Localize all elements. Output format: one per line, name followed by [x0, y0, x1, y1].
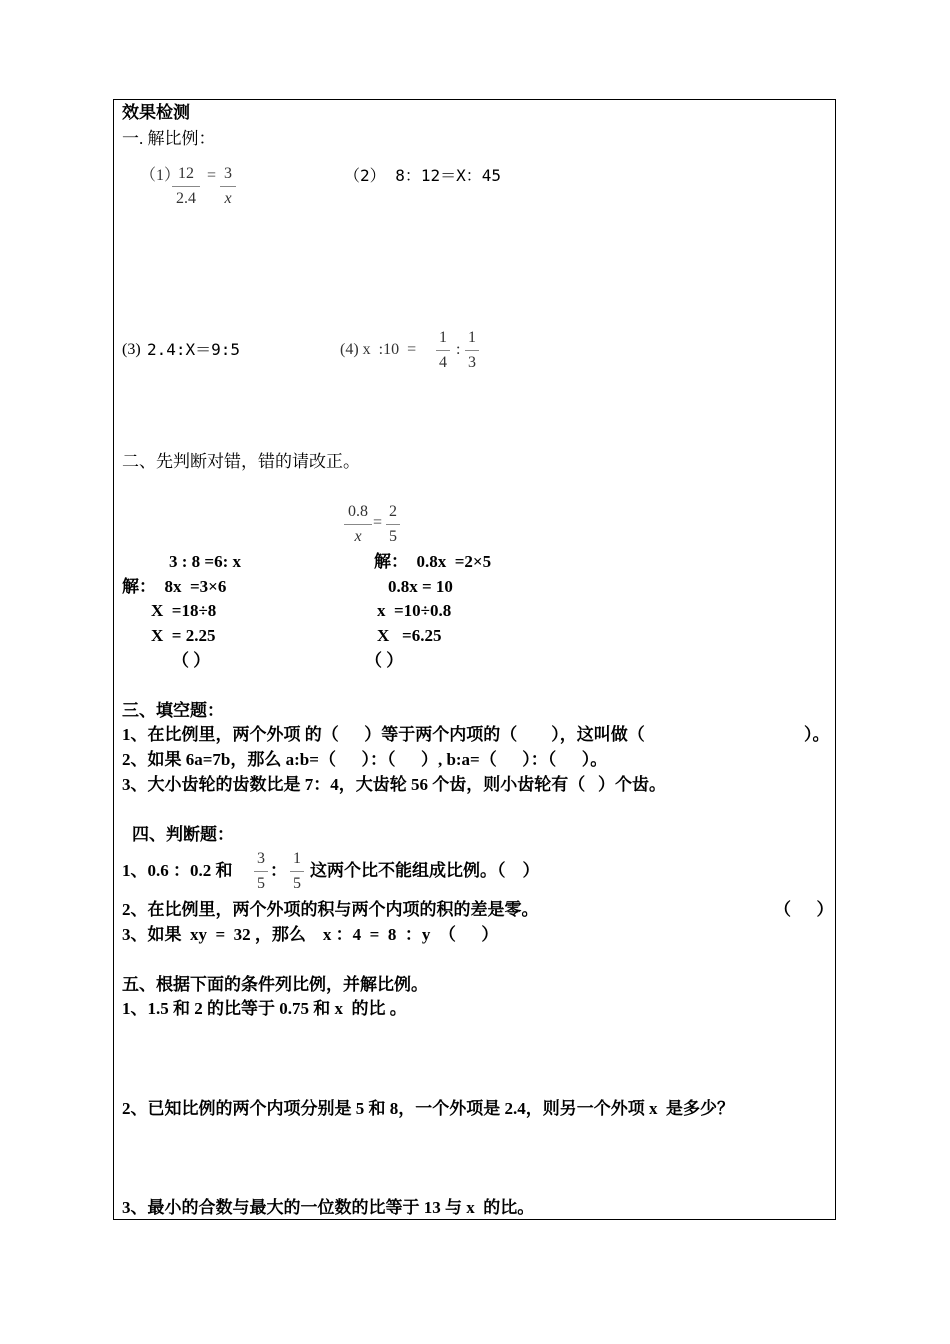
- left-solution-line-1: 3 : 8 =6: x: [169, 552, 242, 571]
- right-solution-line-1: 解： 0.8x =2×5: [374, 552, 492, 571]
- section-2-heading: 二、先判断对错，错的请改正。: [122, 452, 360, 471]
- problem-4-fraction-1: [436, 328, 450, 373]
- page-title: 效果检测: [122, 103, 190, 122]
- fraction-numerator: 1: [439, 329, 447, 346]
- fill-question-2: 2、如果 6a=7b，那么 a:b=（ ）：（ ）, b:a=（ ）：（ ）。: [122, 750, 608, 769]
- problem-1-label: （1）: [140, 167, 181, 184]
- section-4-heading: 四、判断题：: [132, 825, 234, 844]
- right-problem-equals: =: [373, 514, 383, 531]
- left-solution-line-2: 解： 8x =3×6: [122, 577, 227, 596]
- fraction-numerator: 0.8: [348, 503, 368, 520]
- judge-question-1-fraction-1: [254, 849, 268, 894]
- worksheet-frame: [113, 99, 836, 1220]
- left-solution-line-3: X =18÷8: [151, 601, 217, 620]
- proportion-question-3: 3、最小的合数与最大的一位数的比等于 13 与 x 的比。: [122, 1198, 535, 1217]
- judge-question-3: 3、如果 xy = 32 ，那么 x ：4 = 8 ：y （ ）: [122, 925, 499, 944]
- fraction-denominator: 3: [468, 354, 476, 371]
- fraction-numerator: 3: [257, 850, 265, 867]
- fraction-denominator: 2.4: [176, 190, 196, 207]
- fill-question-3: 3、大小齿轮的齿数比是 7：4，大齿轮 56 个齿，则小齿轮有（ ）个齿。: [122, 775, 666, 794]
- fraction-denominator: 5: [257, 875, 265, 892]
- left-solution-line-4: X = 2.25: [151, 626, 216, 645]
- right-solution-line-2: 0.8x = 10: [388, 577, 453, 596]
- judge-question-1-fraction-2: [290, 849, 304, 894]
- fraction-numerator: 3: [224, 165, 232, 182]
- problem-1-fraction-left: [172, 164, 200, 209]
- fraction-denominator: x: [354, 528, 362, 545]
- judge-question-1-suffix: 这两个比不能组成比例。（ ）: [310, 861, 540, 880]
- right-solution-line-4: X =6.25: [377, 626, 442, 645]
- problem-1-equals: =: [207, 167, 217, 184]
- problem-3-label: (3): [122, 341, 145, 358]
- right-problem-fraction-right: [386, 502, 400, 547]
- problem-4-colon: :: [456, 341, 461, 358]
- fill-question-1: 1、在比例里，两个外项 的（ ）等于两个内项的（ ），这叫做（: [122, 725, 645, 744]
- judge-question-2: 2、在比例里，两个外项的积与两个内项的积的差是零。: [122, 900, 539, 919]
- section-3-heading: 三、填空题：: [122, 701, 224, 720]
- fraction-denominator: x: [224, 190, 232, 207]
- problem-1-fraction-right: [220, 164, 236, 209]
- problem-4-left: (4) x :10 =: [340, 341, 417, 358]
- problem-2: （2） 8：12＝X：45: [344, 166, 502, 185]
- proportion-question-2: 2、已知比例的两个内项分别是 5 和 8，一个外项是 2.4，则另一个外项 x 是多少？: [122, 1099, 734, 1118]
- proportion-question-1: 1、1.5 和 2 的比等于 0.75 和 x 的比 。: [122, 999, 407, 1018]
- fraction-numerator: 12: [178, 165, 194, 182]
- fraction-numerator: 2: [389, 503, 397, 520]
- section-1-heading: 一. 解比例：: [122, 129, 216, 148]
- fraction-numerator: 1: [293, 850, 301, 867]
- section-5-heading: 五、根据下面的条件列比例，并解比例。: [122, 975, 428, 994]
- right-solution-line-3: x =10÷0.8: [377, 601, 452, 620]
- fill-question-1-end: ）。: [804, 725, 830, 744]
- judge-question-2-blank: （ ）: [774, 900, 834, 919]
- problem-4-fraction-2: [465, 328, 479, 373]
- fraction-denominator: 5: [389, 528, 397, 545]
- fraction-denominator: 4: [439, 354, 447, 371]
- judge-question-1-prefix: 1、0.6 ：0.2 和: [122, 861, 233, 880]
- right-judgement-blank: （ ）: [365, 651, 404, 670]
- problem-3: 2.4:X＝9:5: [147, 340, 241, 359]
- fraction-denominator: 5: [293, 875, 301, 892]
- left-judgement-blank: （ ）: [172, 651, 211, 670]
- right-problem-fraction-left: [344, 502, 372, 547]
- judge-question-1-colon: ：: [270, 861, 287, 880]
- fraction-numerator: 1: [468, 329, 476, 346]
